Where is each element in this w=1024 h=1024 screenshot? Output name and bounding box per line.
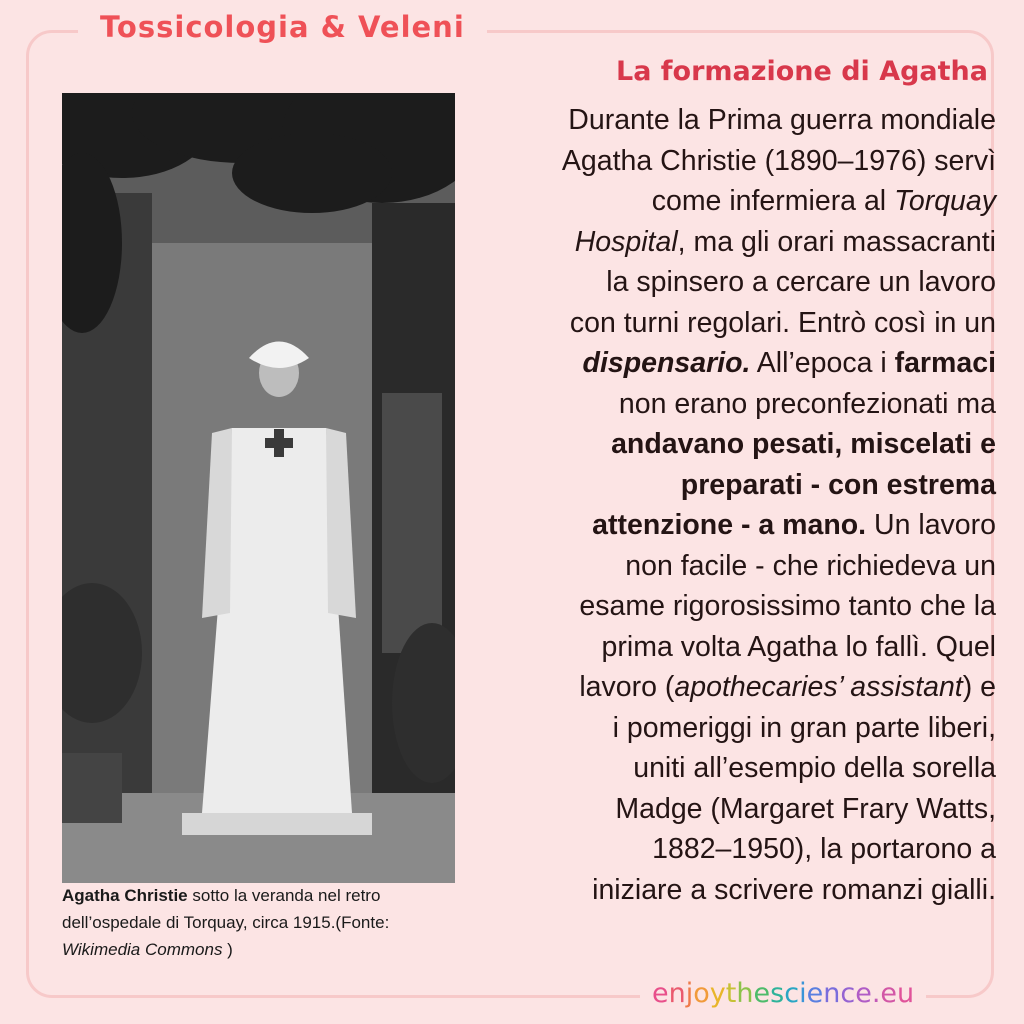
body-line: preparati - con estrema [680,468,996,501]
section-title: La formazione di Agatha [615,56,988,87]
body-line: andavano pesati, miscelati e [611,428,996,460]
body-line: non facile - che richiedeva un [625,549,996,582]
body-line: Agatha Christie (1890–1976) servì [561,144,996,177]
body-line: i pomeriggi in gran parte liberi, [612,711,996,744]
historical-photo [62,93,455,883]
site-url-letter: c [840,978,856,1009]
site-url-letter: y [709,978,726,1009]
body-line: la spinsero a cercare un lavoro [606,266,996,298]
body-line: uniti all’esempio della sorella [633,752,996,784]
site-url-letter: t [725,978,737,1009]
body-line: lavoro (apothecaries’ assistant) e [579,671,996,703]
body-line: non erano preconfezionati ma [618,387,996,420]
site-url-letter: e [880,978,898,1009]
body-line: Madge (Margaret Frary Watts, [615,792,996,825]
site-url-letter: . [871,978,881,1009]
site-url-letter: e [855,978,872,1009]
site-url-letter: e [806,978,824,1009]
site-url-letter: c [784,978,800,1009]
photo-caption [62,882,462,964]
site-url-link[interactable] [640,978,926,1009]
body-paragraph [436,100,996,910]
site-url-letter: e [753,978,771,1009]
body-line: con turni regolari. Entrò così in un [569,306,996,339]
body-line: prima volta Agatha lo fallì. Quel [601,630,996,663]
site-url-letter: e [652,978,669,1009]
body-line: 1882–1950), la portarono a [652,833,996,865]
body-line: Hospital, ma gli orari massacranti [574,225,996,258]
caption-name: Agatha Christie [62,886,188,905]
site-url-letter: j [685,978,694,1009]
body-line: Durante la Prima guerra mondiale [568,104,996,136]
body-line: come infermiera al Torquay [651,185,996,217]
site-url-letter: s [770,978,785,1009]
caption-text: sotto la veranda nel retro dell’ospedale di Torquay, circa 1915.(Fonte: [62,886,390,933]
body-line: dispensario. All’epoca i farmaci [582,347,996,379]
body-line: esame rigorosissimo tanto che la [579,590,996,622]
site-url-letter: n [668,978,686,1009]
site-url-letter: h [736,978,754,1009]
nurse-photo-illustration [62,93,455,883]
site-url-letter: u [897,978,915,1009]
site-url-letter: o [693,978,710,1009]
caption-source: Wikimedia Commons [62,940,223,960]
site-url-letter: i [799,978,807,1009]
body-line: iniziare a scrivere romanzi gialli. [592,873,996,906]
site-url-letter: n [823,978,841,1009]
caption-tail: ) [222,940,233,960]
header-title: Tossicologia & Veleni [78,10,487,44]
body-line: attenzione - a mano. Un lavoro [592,509,996,541]
